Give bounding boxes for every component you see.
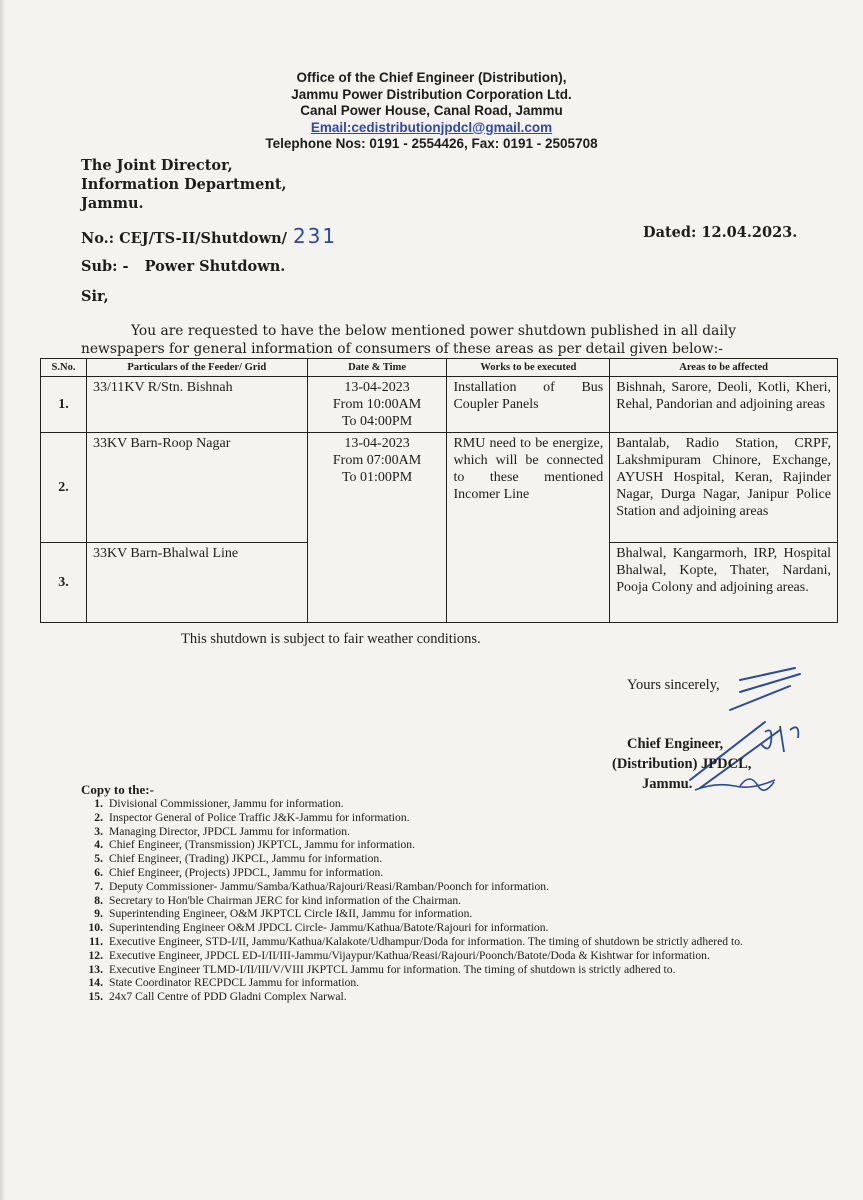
works-cell: RMU need to be energize, which will be connected to these mentioned Incomer Line [447, 433, 610, 623]
column-header-datetime: Date & Time [307, 359, 447, 377]
item-text: Deputy Commissioner- Jammu/Samba/Kathua/Rajouri/Reasi/Ramban/Poonch for information. [109, 879, 549, 893]
time-from: From 07:00AM [332, 453, 422, 468]
sno-cell: 3. [41, 543, 87, 623]
item-number: 13. [88, 962, 103, 976]
table-header-row [41, 359, 838, 377]
copy-list [74, 797, 794, 1004]
paper-edge-shadow [0, 0, 6, 1200]
item-number: 4. [94, 838, 103, 852]
item-number: 14. [88, 976, 103, 990]
areas-cell: Bhalwal, Kangarmorh, IRP, Hospital Bhalwal, Kopte, Thater, Nardani, Pooja Colony and adjoining areas. [610, 543, 838, 623]
column-header-feeder: Particulars of the Feeder/ Grid [86, 359, 307, 377]
date-value: 13-04-2023 [344, 436, 410, 451]
item-number: 11. [89, 934, 103, 948]
subject-line [81, 258, 285, 275]
item-text: Superintending Engineer, O&M JKPTCL Circle I&II, Jammu for information. [109, 907, 473, 921]
reference-number [81, 224, 337, 248]
table-row [41, 433, 838, 543]
office-name: Office of the Chief Engineer (Distribution), [296, 70, 567, 85]
item-text: 24x7 Call Centre of PDD Gladni Complex Narwal. [109, 990, 347, 1004]
date-value: 13-04-2023 [344, 380, 410, 395]
closing-line: Yours sincerely, [627, 677, 720, 693]
list-item [74, 838, 794, 852]
item-text: State Coordinator RECPDCL Jammu for information. [109, 976, 360, 990]
corporation-name: Jammu Power Distribution Corporation Ltd. [291, 86, 572, 102]
signatory-department: (Distribution) JPDCL, [612, 756, 752, 772]
item-number: 6. [94, 865, 103, 879]
list-item [74, 797, 794, 811]
item-text: Secretary to Hon'ble Chairman JERC for kind information of the Chairman. [109, 893, 462, 907]
recipient-address [81, 156, 287, 213]
feeder-cell: 33KV Barn-Roop Nagar [86, 433, 307, 543]
column-header-sno: S.No. [41, 359, 87, 377]
sno-cell: 2. [41, 433, 87, 543]
column-header-areas: Areas to be affected [610, 359, 838, 377]
subject-text: Power Shutdown. [144, 258, 286, 275]
signatory-location: Jammu. [642, 776, 693, 792]
list-item [74, 907, 794, 921]
item-text: Chief Engineer, (Transmission) JKPTCL, Jammu for information. [109, 838, 415, 852]
subject-label: Sub: - [81, 258, 129, 275]
item-text: Executive Engineer, STD-I/II, Jammu/Kathua/Kalakote/Udhampur/Doda for information. The timing of shutdown be strictly adhered to. [109, 934, 743, 948]
feeder-cell: 33KV Barn-Bhalwal Line [86, 543, 307, 623]
feeder-cell: 33/11KV R/Stn. Bishnah [86, 377, 307, 433]
datetime-cell [307, 377, 447, 433]
list-item [74, 852, 794, 866]
email-link[interactable]: Email:cedistributionjpdcl@gmail.com [310, 119, 553, 135]
column-header-works: Works to be executed [447, 359, 610, 377]
works-cell: Installation of Bus Coupler Panels [447, 377, 610, 433]
list-item [74, 976, 794, 990]
recipient-line: The Joint Director, [81, 157, 233, 174]
sno-cell: 1. [41, 377, 87, 433]
handwritten-number: 231 [292, 224, 338, 248]
letter-date: Dated: 12.04.2023. [643, 224, 798, 241]
table-row [41, 377, 838, 433]
list-item [74, 963, 794, 977]
body-paragraph: You are requested to have the below mentioned power shutdown published in all daily newspapers for general information of consumers of these areas as per detail given below:- [81, 323, 736, 357]
reference-label: No.: CEJ/TS-II/Shutdown/ [81, 230, 287, 247]
item-text: Divisional Commissioner, Jammu for information. [109, 797, 344, 810]
list-item [74, 811, 794, 825]
list-item [74, 825, 794, 839]
list-item [74, 880, 794, 894]
signatory-block [612, 734, 751, 794]
office-address: Canal Power House, Canal Road, Jammu [300, 103, 563, 118]
copy-heading: Copy to the:- [81, 782, 154, 797]
recipient-line: Jammu. [81, 195, 144, 212]
shutdown-table [40, 358, 838, 623]
datetime-cell [307, 433, 447, 623]
list-item [74, 990, 794, 1004]
list-item [74, 894, 794, 908]
list-item [74, 921, 794, 935]
item-number: 8. [94, 893, 103, 907]
item-text: Executive Engineer TLMD-I/II/III/V/VIII JKPTCL Jammu for information. The timing of shutdown is strictly adhered to. [109, 962, 676, 976]
telephone-line: Telephone Nos: 0191 - 2554426, Fax: 0191 - 2505708 [265, 136, 598, 151]
item-number: 9. [94, 907, 103, 921]
item-number: 15. [88, 990, 103, 1004]
time-to: To 01:00PM [341, 470, 413, 485]
areas-cell: Bantalab, Radio Station, CRPF, Lakshmipuram Chinore, Exchange, AYUSH Hospital, Keran, Rajinder Nagar, Durga Nagar, Janipur Police Station and adjoining areas [610, 433, 838, 543]
item-number: 12. [88, 948, 103, 962]
salutation: Sir, [81, 288, 109, 305]
areas-cell: Bishnah, Sarore, Deoli, Kotli, Kheri, Rehal, Pandorian and adjoining areas [610, 377, 838, 433]
list-item [74, 949, 794, 963]
letterhead [0, 70, 863, 153]
list-item [74, 866, 794, 880]
item-text: Inspector General of Police Traffic J&K-Jammu for information. [109, 810, 410, 824]
recipient-line: Information Department, [81, 176, 287, 193]
weather-note: This shutdown is subject to fair weather conditions. [181, 631, 481, 647]
list-item [74, 935, 794, 949]
item-text: Executive Engineer, JPDCL ED-I/II/III-Jammu/Vijaypur/Kathua/Reasi/Rajouri/Poonch/Batote/Doda & Kishtwar for information. [109, 948, 710, 962]
item-text: Chief Engineer, (Trading) JKPCL, Jammu for information. [109, 852, 383, 866]
item-number: 5. [94, 852, 103, 866]
time-to: To 04:00PM [341, 414, 413, 429]
item-number: 10. [88, 921, 103, 935]
item-number: 2. [94, 810, 103, 824]
time-from: From 10:00AM [332, 397, 422, 412]
item-text: Chief Engineer, (Projects) JPDCL, Jammu for information. [109, 865, 384, 879]
item-number: 1. [94, 797, 103, 810]
item-number: 7. [94, 879, 103, 893]
item-number: 3. [94, 824, 103, 838]
signatory-title: Chief Engineer, [627, 736, 724, 752]
item-text: Superintending Engineer O&M JPDCL Circle- Jammu/Kathua/Batote/Rajouri for information. [109, 921, 549, 935]
item-text: Managing Director, JPDCL Jammu for information. [109, 824, 350, 838]
